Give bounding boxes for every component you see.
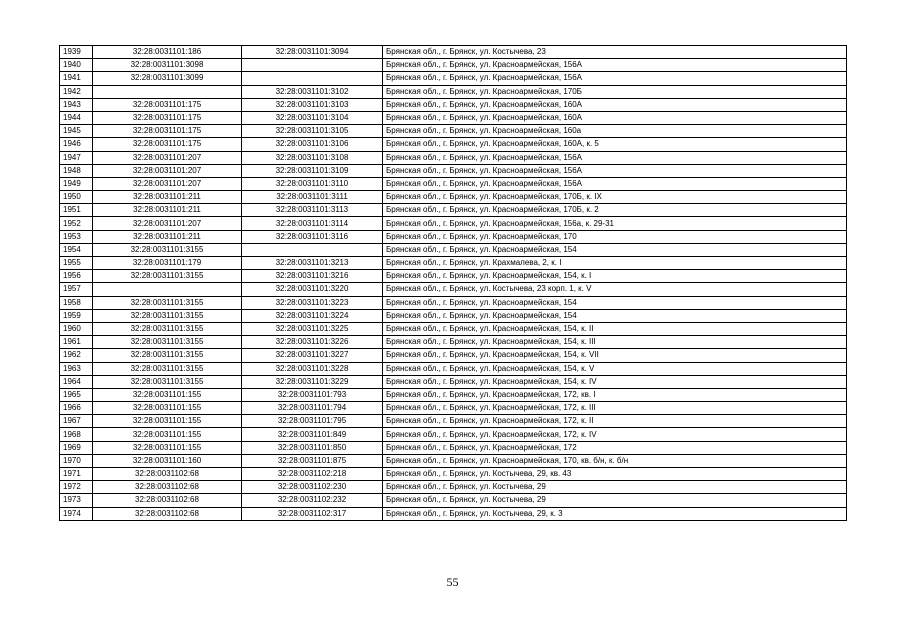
land-cadastral-number-cell: 32:28:0031101:160: [93, 454, 242, 467]
land-cadastral-number-cell: 32:28:0031101:155: [93, 441, 242, 454]
table-row: [60, 111, 847, 124]
building-cadastral-number-cell: 32:28:0031101:3110: [242, 177, 383, 190]
address-cell: Брянская обл., г. Брянск, ул. Красноармейская, 160А: [383, 98, 847, 111]
page-number: 55: [446, 575, 459, 589]
land-cadastral-number-cell: 32:28:0031101:3155: [93, 322, 242, 335]
land-cadastral-number-cell: 32:28:0031101:3155: [93, 243, 242, 256]
address-cell: Брянская обл., г. Брянск, ул. Красноармейская, 172: [383, 441, 847, 454]
land-cadastral-number-cell: 32:28:0031101:3098: [93, 59, 242, 72]
row-number-cell: 1964: [60, 375, 93, 388]
address-cell: Брянская обл., г. Брянск, ул. Костычева, 29: [383, 481, 847, 494]
table-row: [60, 191, 847, 204]
row-number-cell: 1974: [60, 507, 93, 520]
building-cadastral-number-cell: 32:28:0031101:849: [242, 428, 383, 441]
land-cadastral-number-cell: 32:28:0031101:175: [93, 111, 242, 124]
table-row: [60, 388, 847, 401]
building-cadastral-number-cell: 32:28:0031102:232: [242, 494, 383, 507]
address-cell: Брянская обл., г. Брянск, ул. Красноармейская, 160А: [383, 111, 847, 124]
address-cell: Брянская обл., г. Брянск, ул. Красноармейская, 154, к. III: [383, 336, 847, 349]
table-row: [60, 296, 847, 309]
table-row: [60, 494, 847, 507]
registry-table-body: [60, 46, 847, 521]
table-row: [60, 177, 847, 190]
table-row: [60, 362, 847, 375]
building-cadastral-number-cell: 32:28:0031102:230: [242, 481, 383, 494]
building-cadastral-number-cell: 32:28:0031101:3103: [242, 98, 383, 111]
land-cadastral-number-cell: 32:28:0031101:3099: [93, 72, 242, 85]
address-cell: Брянская обл., г. Брянск, ул. Красноармейская, 154: [383, 243, 847, 256]
land-cadastral-number-cell: 32:28:0031101:3155: [93, 336, 242, 349]
row-number-cell: 1948: [60, 164, 93, 177]
building-cadastral-number-cell: [242, 59, 383, 72]
building-cadastral-number-cell: 32:28:0031101:3094: [242, 46, 383, 59]
building-cadastral-number-cell: 32:28:0031101:850: [242, 441, 383, 454]
building-cadastral-number-cell: 32:28:0031101:3116: [242, 230, 383, 243]
table-row: [60, 481, 847, 494]
land-cadastral-number-cell: 32:28:0031102:68: [93, 468, 242, 481]
row-number-cell: 1952: [60, 217, 93, 230]
address-cell: Брянская обл., г. Брянск, ул. Красноармейская, 156А: [383, 59, 847, 72]
table-row: [60, 46, 847, 59]
address-cell: Брянская обл., г. Брянск, ул. Красноармейская, 154, к. IV: [383, 375, 847, 388]
table-row: [60, 428, 847, 441]
table-row: [60, 375, 847, 388]
land-cadastral-number-cell: [93, 85, 242, 98]
land-cadastral-number-cell: 32:28:0031101:175: [93, 98, 242, 111]
address-cell: Брянская обл., г. Брянск, ул. Красноармейская, 156А: [383, 164, 847, 177]
building-cadastral-number-cell: 32:28:0031101:3226: [242, 336, 383, 349]
row-number-cell: 1970: [60, 454, 93, 467]
land-cadastral-number-cell: 32:28:0031101:211: [93, 204, 242, 217]
table-row: [60, 72, 847, 85]
row-number-cell: 1939: [60, 46, 93, 59]
row-number-cell: 1956: [60, 270, 93, 283]
table-row: [60, 336, 847, 349]
address-cell: Брянская обл., г. Брянск, ул. Крахмалева, 2, к. I: [383, 257, 847, 270]
row-number-cell: 1966: [60, 402, 93, 415]
building-cadastral-number-cell: 32:28:0031101:3224: [242, 309, 383, 322]
row-number-cell: 1950: [60, 191, 93, 204]
land-cadastral-number-cell: 32:28:0031102:68: [93, 481, 242, 494]
building-cadastral-number-cell: 32:28:0031101:3102: [242, 85, 383, 98]
land-cadastral-number-cell: 32:28:0031101:211: [93, 230, 242, 243]
address-cell: Брянская обл., г. Брянск, ул. Костычева, 23 корп. 1, к. V: [383, 283, 847, 296]
table-row: [60, 204, 847, 217]
table-row: [60, 125, 847, 138]
address-cell: Брянская обл., г. Брянск, ул. Красноармейская, 154, к. VII: [383, 349, 847, 362]
table-row: [60, 283, 847, 296]
address-cell: Брянская обл., г. Брянск, ул. Красноармейская, 172, к. III: [383, 402, 847, 415]
land-cadastral-number-cell: 32:28:0031101:175: [93, 138, 242, 151]
land-cadastral-number-cell: 32:28:0031101:211: [93, 191, 242, 204]
table-row: [60, 349, 847, 362]
table-row: [60, 59, 847, 72]
table-row: [60, 217, 847, 230]
address-cell: Брянская обл., г. Брянск, ул. Красноармейская, 170, кв. б/н, к. б/н: [383, 454, 847, 467]
row-number-cell: 1962: [60, 349, 93, 362]
building-cadastral-number-cell: 32:28:0031101:875: [242, 454, 383, 467]
row-number-cell: 1944: [60, 111, 93, 124]
row-number-cell: 1943: [60, 98, 93, 111]
row-number-cell: 1958: [60, 296, 93, 309]
address-cell: Брянская обл., г. Брянск, ул. Костычева, 29: [383, 494, 847, 507]
address-cell: Брянская обл., г. Брянск, ул. Красноармейская, 156А: [383, 177, 847, 190]
row-number-cell: 1972: [60, 481, 93, 494]
building-cadastral-number-cell: 32:28:0031101:3113: [242, 204, 383, 217]
row-number-cell: 1968: [60, 428, 93, 441]
row-number-cell: 1967: [60, 415, 93, 428]
table-row: [60, 309, 847, 322]
building-cadastral-number-cell: 32:28:0031101:3223: [242, 296, 383, 309]
address-cell: Брянская обл., г. Брянск, ул. Красноармейская, 154: [383, 296, 847, 309]
address-cell: Брянская обл., г. Брянск, ул. Красноармейская, 160А, к. 5: [383, 138, 847, 151]
land-cadastral-number-cell: 32:28:0031101:3155: [93, 375, 242, 388]
table-row: [60, 151, 847, 164]
address-cell: Брянская обл., г. Брянск, ул. Красноармейская, 156А: [383, 72, 847, 85]
table-row: [60, 230, 847, 243]
building-cadastral-number-cell: 32:28:0031101:3105: [242, 125, 383, 138]
row-number-cell: 1945: [60, 125, 93, 138]
table-row: [60, 98, 847, 111]
land-cadastral-number-cell: 32:28:0031101:3155: [93, 296, 242, 309]
building-cadastral-number-cell: [242, 243, 383, 256]
address-cell: Брянская обл., г. Брянск, ул. Красноармейская, 160а: [383, 125, 847, 138]
address-cell: Брянская обл., г. Брянск, ул. Костычева, 29, к. 3: [383, 507, 847, 520]
table-row: [60, 454, 847, 467]
land-cadastral-number-cell: 32:28:0031101:186: [93, 46, 242, 59]
land-cadastral-number-cell: [93, 283, 242, 296]
building-cadastral-number-cell: 32:28:0031102:317: [242, 507, 383, 520]
row-number-cell: 1953: [60, 230, 93, 243]
land-cadastral-number-cell: 32:28:0031101:155: [93, 402, 242, 415]
row-number-cell: 1941: [60, 72, 93, 85]
building-cadastral-number-cell: 32:28:0031101:794: [242, 402, 383, 415]
building-cadastral-number-cell: 32:28:0031101:3104: [242, 111, 383, 124]
building-cadastral-number-cell: 32:28:0031101:3216: [242, 270, 383, 283]
row-number-cell: 1971: [60, 468, 93, 481]
row-number-cell: 1960: [60, 322, 93, 335]
address-cell: Брянская обл., г. Брянск, ул. Костычева, 29, кв. 43: [383, 468, 847, 481]
address-cell: Брянская обл., г. Брянск, ул. Красноармейская, 154, к. II: [383, 322, 847, 335]
land-cadastral-number-cell: 32:28:0031101:155: [93, 388, 242, 401]
building-cadastral-number-cell: 32:28:0031101:3228: [242, 362, 383, 375]
land-cadastral-number-cell: 32:28:0031101:207: [93, 177, 242, 190]
table-row: [60, 243, 847, 256]
building-cadastral-number-cell: 32:28:0031101:3220: [242, 283, 383, 296]
building-cadastral-number-cell: 32:28:0031101:3109: [242, 164, 383, 177]
address-cell: Брянская обл., г. Брянск, ул. Красноармейская, 170Б: [383, 85, 847, 98]
building-cadastral-number-cell: 32:28:0031101:3111: [242, 191, 383, 204]
building-cadastral-number-cell: [242, 72, 383, 85]
land-cadastral-number-cell: 32:28:0031101:3155: [93, 309, 242, 322]
table-row: [60, 85, 847, 98]
address-cell: Брянская обл., г. Брянск, ул. Красноармейская, 154, к. I: [383, 270, 847, 283]
land-cadastral-number-cell: 32:28:0031101:207: [93, 164, 242, 177]
building-cadastral-number-cell: 32:28:0031101:3225: [242, 322, 383, 335]
land-cadastral-number-cell: 32:28:0031101:155: [93, 415, 242, 428]
land-cadastral-number-cell: 32:28:0031101:207: [93, 151, 242, 164]
land-cadastral-number-cell: 32:28:0031101:3155: [93, 349, 242, 362]
address-cell: Брянская обл., г. Брянск, ул. Красноармейская, 170Б, к. 2: [383, 204, 847, 217]
address-cell: Брянская обл., г. Брянск, ул. Красноармейская, 172, к. IV: [383, 428, 847, 441]
row-number-cell: 1940: [60, 59, 93, 72]
table-row: [60, 441, 847, 454]
cadastral-registry-table: [59, 45, 847, 521]
table-row: [60, 322, 847, 335]
land-cadastral-number-cell: 32:28:0031102:68: [93, 494, 242, 507]
row-number-cell: 1954: [60, 243, 93, 256]
row-number-cell: 1963: [60, 362, 93, 375]
table-row: [60, 257, 847, 270]
building-cadastral-number-cell: 32:28:0031102:218: [242, 468, 383, 481]
building-cadastral-number-cell: 32:28:0031101:793: [242, 388, 383, 401]
address-cell: Брянская обл., г. Брянск, ул. Красноармейская, 172, к. II: [383, 415, 847, 428]
land-cadastral-number-cell: 32:28:0031101:3155: [93, 270, 242, 283]
address-cell: Брянская обл., г. Брянск, ул. Красноармейская, 170Б, к. IX: [383, 191, 847, 204]
land-cadastral-number-cell: 32:28:0031102:68: [93, 507, 242, 520]
building-cadastral-number-cell: 32:28:0031101:3108: [242, 151, 383, 164]
row-number-cell: 1942: [60, 85, 93, 98]
row-number-cell: 1949: [60, 177, 93, 190]
address-cell: Брянская обл., г. Брянск, ул. Красноармейская, 172, кв. I: [383, 388, 847, 401]
table-row: [60, 138, 847, 151]
row-number-cell: 1969: [60, 441, 93, 454]
building-cadastral-number-cell: 32:28:0031101:3106: [242, 138, 383, 151]
row-number-cell: 1957: [60, 283, 93, 296]
land-cadastral-number-cell: 32:28:0031101:3155: [93, 362, 242, 375]
row-number-cell: 1946: [60, 138, 93, 151]
table-row: [60, 507, 847, 520]
address-cell: Брянская обл., г. Брянск, ул. Костычева, 23: [383, 46, 847, 59]
table-row: [60, 402, 847, 415]
row-number-cell: 1965: [60, 388, 93, 401]
row-number-cell: 1961: [60, 336, 93, 349]
row-number-cell: 1973: [60, 494, 93, 507]
address-cell: Брянская обл., г. Брянск, ул. Красноармейская, 156А: [383, 151, 847, 164]
land-cadastral-number-cell: 32:28:0031101:207: [93, 217, 242, 230]
land-cadastral-number-cell: 32:28:0031101:175: [93, 125, 242, 138]
row-number-cell: 1947: [60, 151, 93, 164]
address-cell: Брянская обл., г. Брянск, ул. Красноармейская, 170: [383, 230, 847, 243]
address-cell: Брянская обл., г. Брянск, ул. Красноармейская, 156а, к. 29-31: [383, 217, 847, 230]
row-number-cell: 1955: [60, 257, 93, 270]
building-cadastral-number-cell: 32:28:0031101:795: [242, 415, 383, 428]
table-row: [60, 415, 847, 428]
building-cadastral-number-cell: 32:28:0031101:3114: [242, 217, 383, 230]
address-cell: Брянская обл., г. Брянск, ул. Красноармейская, 154, к. V: [383, 362, 847, 375]
row-number-cell: 1959: [60, 309, 93, 322]
building-cadastral-number-cell: 32:28:0031101:3227: [242, 349, 383, 362]
row-number-cell: 1951: [60, 204, 93, 217]
building-cadastral-number-cell: 32:28:0031101:3213: [242, 257, 383, 270]
building-cadastral-number-cell: 32:28:0031101:3229: [242, 375, 383, 388]
land-cadastral-number-cell: 32:28:0031101:179: [93, 257, 242, 270]
table-row: [60, 468, 847, 481]
address-cell: Брянская обл., г. Брянск, ул. Красноармейская, 154: [383, 309, 847, 322]
table-row: [60, 164, 847, 177]
table-row: [60, 270, 847, 283]
land-cadastral-number-cell: 32:28:0031101:155: [93, 428, 242, 441]
